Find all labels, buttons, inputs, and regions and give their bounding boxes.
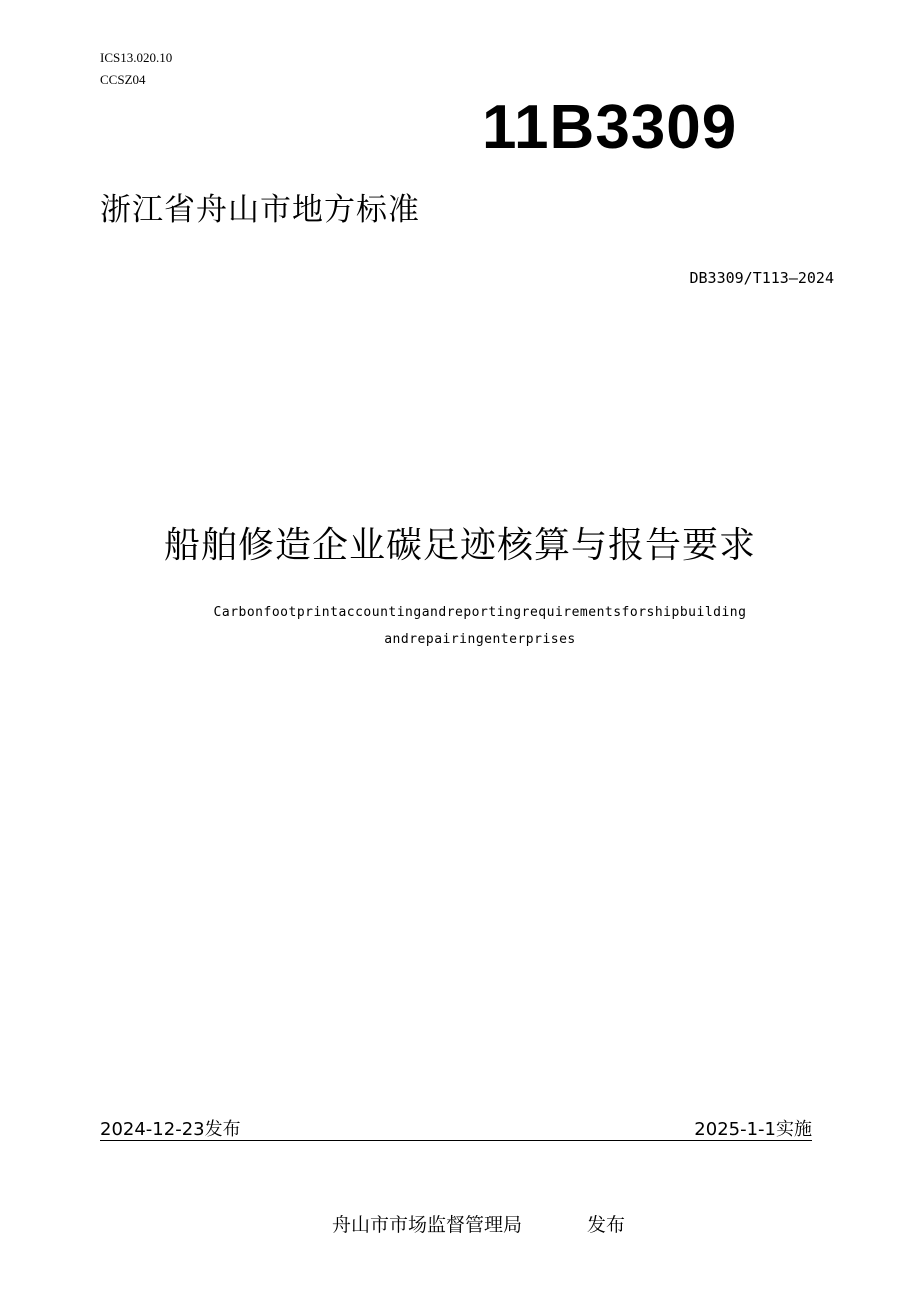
standard-number: DB3309/T113—2024 [689,269,834,287]
standard-type: 浙江省舟山市地方标准 [100,192,420,228]
implementation-date: 2025-1-1实施 [694,1119,812,1140]
date-divider-line [100,1140,812,1141]
issue-date: 2024-12-23发布 [100,1119,241,1140]
publish-label: 发布 [587,1214,626,1236]
document-title-english-line2: andrepairingenterprises [384,632,576,647]
document-title-english-line1: Carbonfootprintaccountingandreportingrequirementsforshipbuilding [213,605,747,620]
standard-region-code: 11B3309 [482,93,738,162]
ccs-code: CCSZ04 [100,72,146,87]
document-title-chinese: 船舶修造企业碳足迹核算与报告要求 [163,525,756,566]
ics-code: ICS13.020.10 [100,50,173,65]
publisher-name: 舟山市市场监督管理局 [332,1214,523,1236]
